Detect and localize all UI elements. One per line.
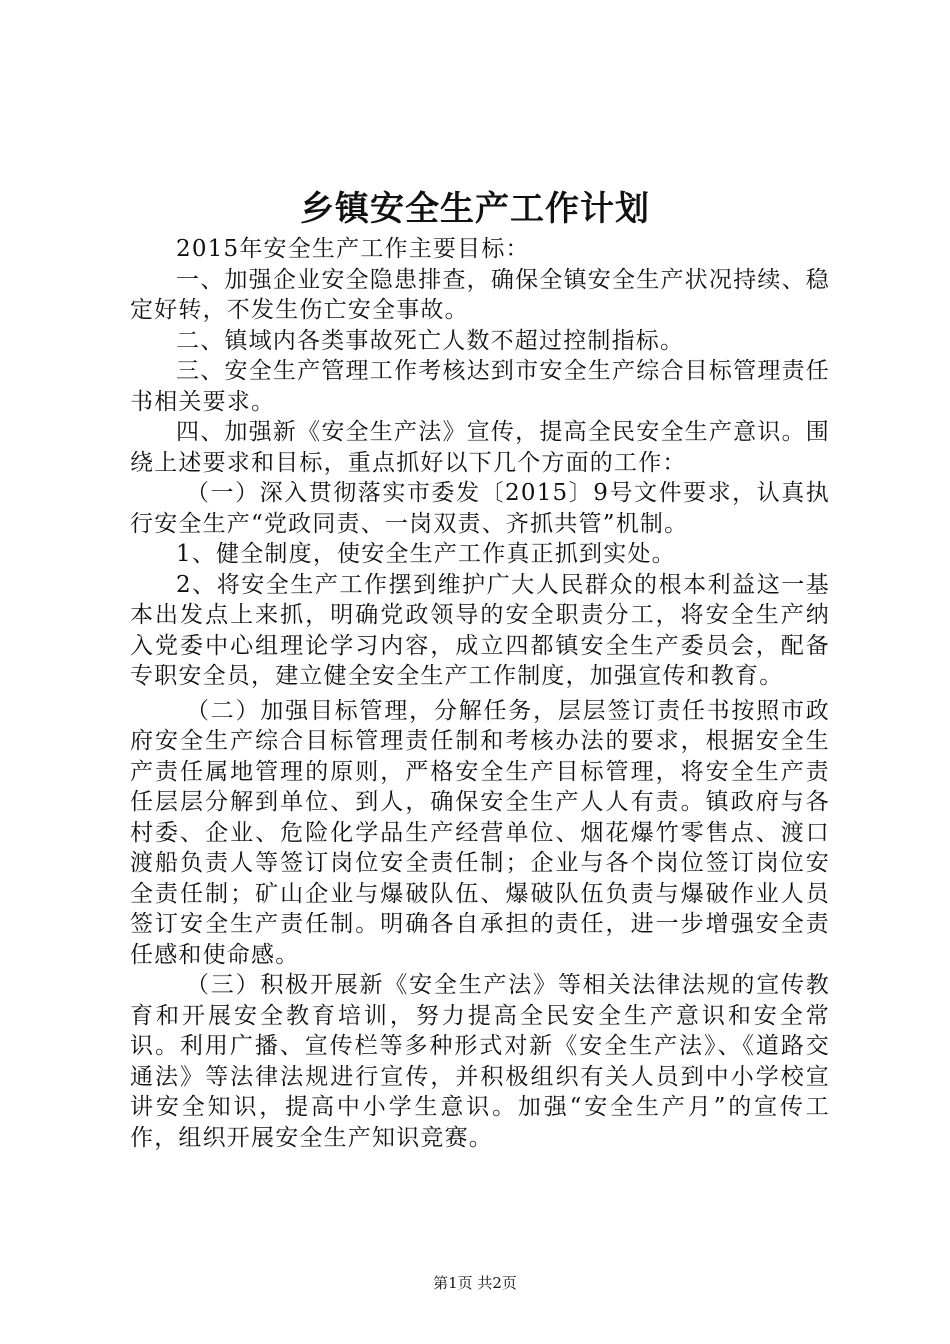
document-body xyxy=(130,234,830,1153)
paragraph-section-3: （三）积极开展新《安全生产法》等相关法律法规的宣传教育和开展安全教育培训，努力提高全民安全生产意识和安全常识。利用广播、宣传栏等多种形式对新《安全生产法》、《道路交通法》等法律法规进行宣传，并积极组织有关人员到中小学校宣讲安全知识，提高中小学生意识。加强“安全生产月”的宣传工作，组织开展安全生产知识竞赛。 xyxy=(130,972,830,1151)
paragraph-item-2: 2、将安全生产工作摆到维护广大人民群众的根本利益这一基本出发点上来抓，明确党政领导的安全职责分工，将安全生产纳入党委中心组理论学习内容，成立四都镇安全生产委员会，配备专职安全员，建立健全安全生产工作制度，加强宣传和教育。 xyxy=(130,571,830,689)
paragraph-goal-4: 四、加强新《安全生产法》宣传，提高全民安全生产意识。围绕上述要求和目标，重点抓好以下几个方面的工作： xyxy=(130,419,830,476)
paragraph-item-1: 1、健全制度，使安全生产工作真正抓到实处。 xyxy=(176,541,676,567)
paragraph-goal-3: 三、安全生产管理工作考核达到市安全生产综合目标管理责任书相关要求。 xyxy=(130,358,830,415)
paragraph-goals-intro: 2015年安全生产工作主要目标： xyxy=(176,236,530,262)
paragraph-goal-2: 二、镇域内各类事故死亡人数不超过控制指标。 xyxy=(176,327,685,354)
paragraph-section-2: （二）加强目标管理，分解任务，层层签订责任书按照市政府安全生产综合目标管理责任制和考核办法的要求，根据安全生产责任属地管理的原则，严格安全生产目标管理，将安全生产责任层层分解到单位、到人，确保安全生产人人有责。镇政府与各村委、企业、危险化学品生产经营单位、烟花爆竹零售点、渡口渡船负责人等签订岗位安全责任制；企业与各个岗位签订岗位安全责任制；矿山企业与爆破队伍、爆破队伍负责与爆破作业人员签订安全生产责任制。明确各自承担的责任，进一步增强安全责任感和使命感。 xyxy=(130,697,830,968)
paragraph-section-1: （一）深入贯彻落实市委发〔2015〕9号文件要求，认真执行安全生产“党政同责、一岗双责、齐抓共管”机制。 xyxy=(130,480,830,537)
page-footer: 第1页 共2页 xyxy=(433,1274,517,1292)
paragraph-goal-1: 一、加强企业安全隐患排查，确保全镇安全生产状况持续、稳定好转，不发生伤亡安全事故。 xyxy=(130,266,830,323)
document-title: 乡镇安全生产工作计划 xyxy=(300,189,650,229)
